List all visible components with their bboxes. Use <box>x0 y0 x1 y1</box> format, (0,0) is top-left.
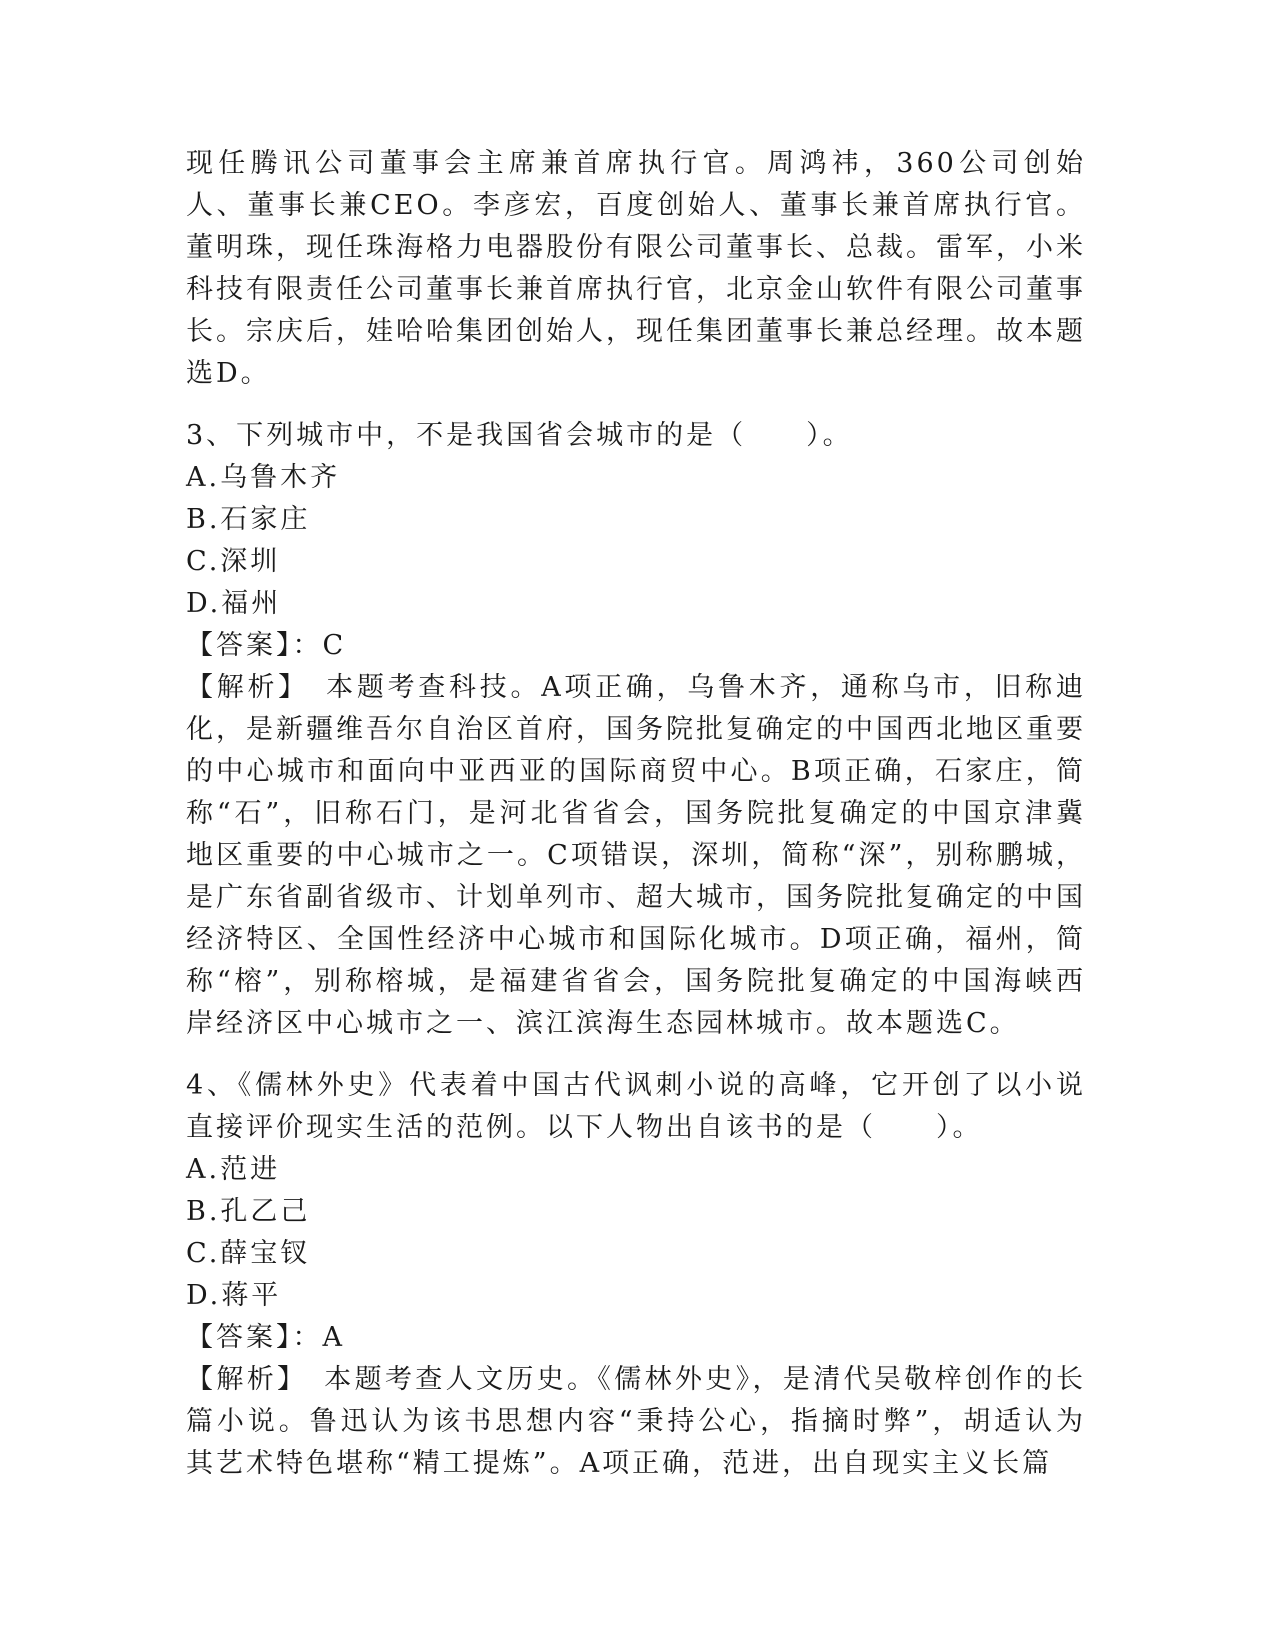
question-4 <box>186 1065 1086 1485</box>
option-b: B.石家庄 <box>186 504 311 535</box>
answer: 【答案】：A <box>186 1322 345 1353</box>
option-a: A.范进 <box>186 1154 281 1185</box>
answer: 【答案】：C <box>186 630 347 661</box>
question-stem: 4、《儒林外史》代表着中国古代讽刺小说的高峰，它开创了以小说直接评价现实生活的范例。以下人物出自该书的是（ ）。 <box>186 1070 1086 1143</box>
page-content <box>186 143 1086 1485</box>
option-c: C.薛宝钗 <box>186 1238 311 1269</box>
analysis: 【解析】 本题考查科技。A项正确，乌鲁木齐，通称乌市，旧称迪化，是新疆维吾尔自治区首府，国务院批复确定的中国西北地区重要的中心城市和面向中亚西亚的国际商贸中心。B项正确，石家庄，简称“石”，旧称石门，是河北省省会，国务院批复确定的中国京津冀地区重要的中心城市之一。C项错误，深圳，简称“深”，别称鹏城，是广东省副省级市、计划单列市、超大城市，国务院批复确定的中国经济特区、全国性经济中心城市和国际化城市。D项正确，福州，简称“榕”，别称榕城，是福建省省会，国务院批复确定的中国海峡西岸经济区中心城市之一、滨江滨海生态园林城市。故本题选C。 <box>186 672 1086 1039</box>
question-stem: 3、下列城市中，不是我国省会城市的是（ ）。 <box>186 420 853 451</box>
option-a: A.乌鲁木齐 <box>186 462 341 493</box>
previous-analysis-continuation: 现任腾讯公司董事会主席兼首席执行官。周鸿祎，360公司创始人、董事长兼CEO。李彦宏，百度创始人、董事长兼首席执行官。董明珠，现任珠海格力电器股份有限公司董事长、总裁。雷军，小米科技有限责任公司董事长兼首席执行官，北京金山软件有限公司董事长。宗庆后，娃哈哈集团创始人，现任集团董事长兼总经理。故本题选D。 <box>186 148 1086 389</box>
option-b: B.孔乙己 <box>186 1196 311 1227</box>
question-3 <box>186 415 1086 1045</box>
option-d: D.蒋平 <box>186 1280 282 1311</box>
option-c: C.深圳 <box>186 546 281 577</box>
option-d: D.福州 <box>186 588 282 619</box>
spacer <box>186 1045 1086 1065</box>
spacer <box>186 395 1086 415</box>
analysis: 【解析】 本题考查人文历史。《儒林外史》，是清代吴敬梓创作的长篇小说。鲁迅认为该书思想内容“秉持公心，指摘时弊”，胡适认为其艺术特色堪称“精工提炼”。A项正确，范进，出自现实主义长篇 <box>186 1364 1086 1479</box>
